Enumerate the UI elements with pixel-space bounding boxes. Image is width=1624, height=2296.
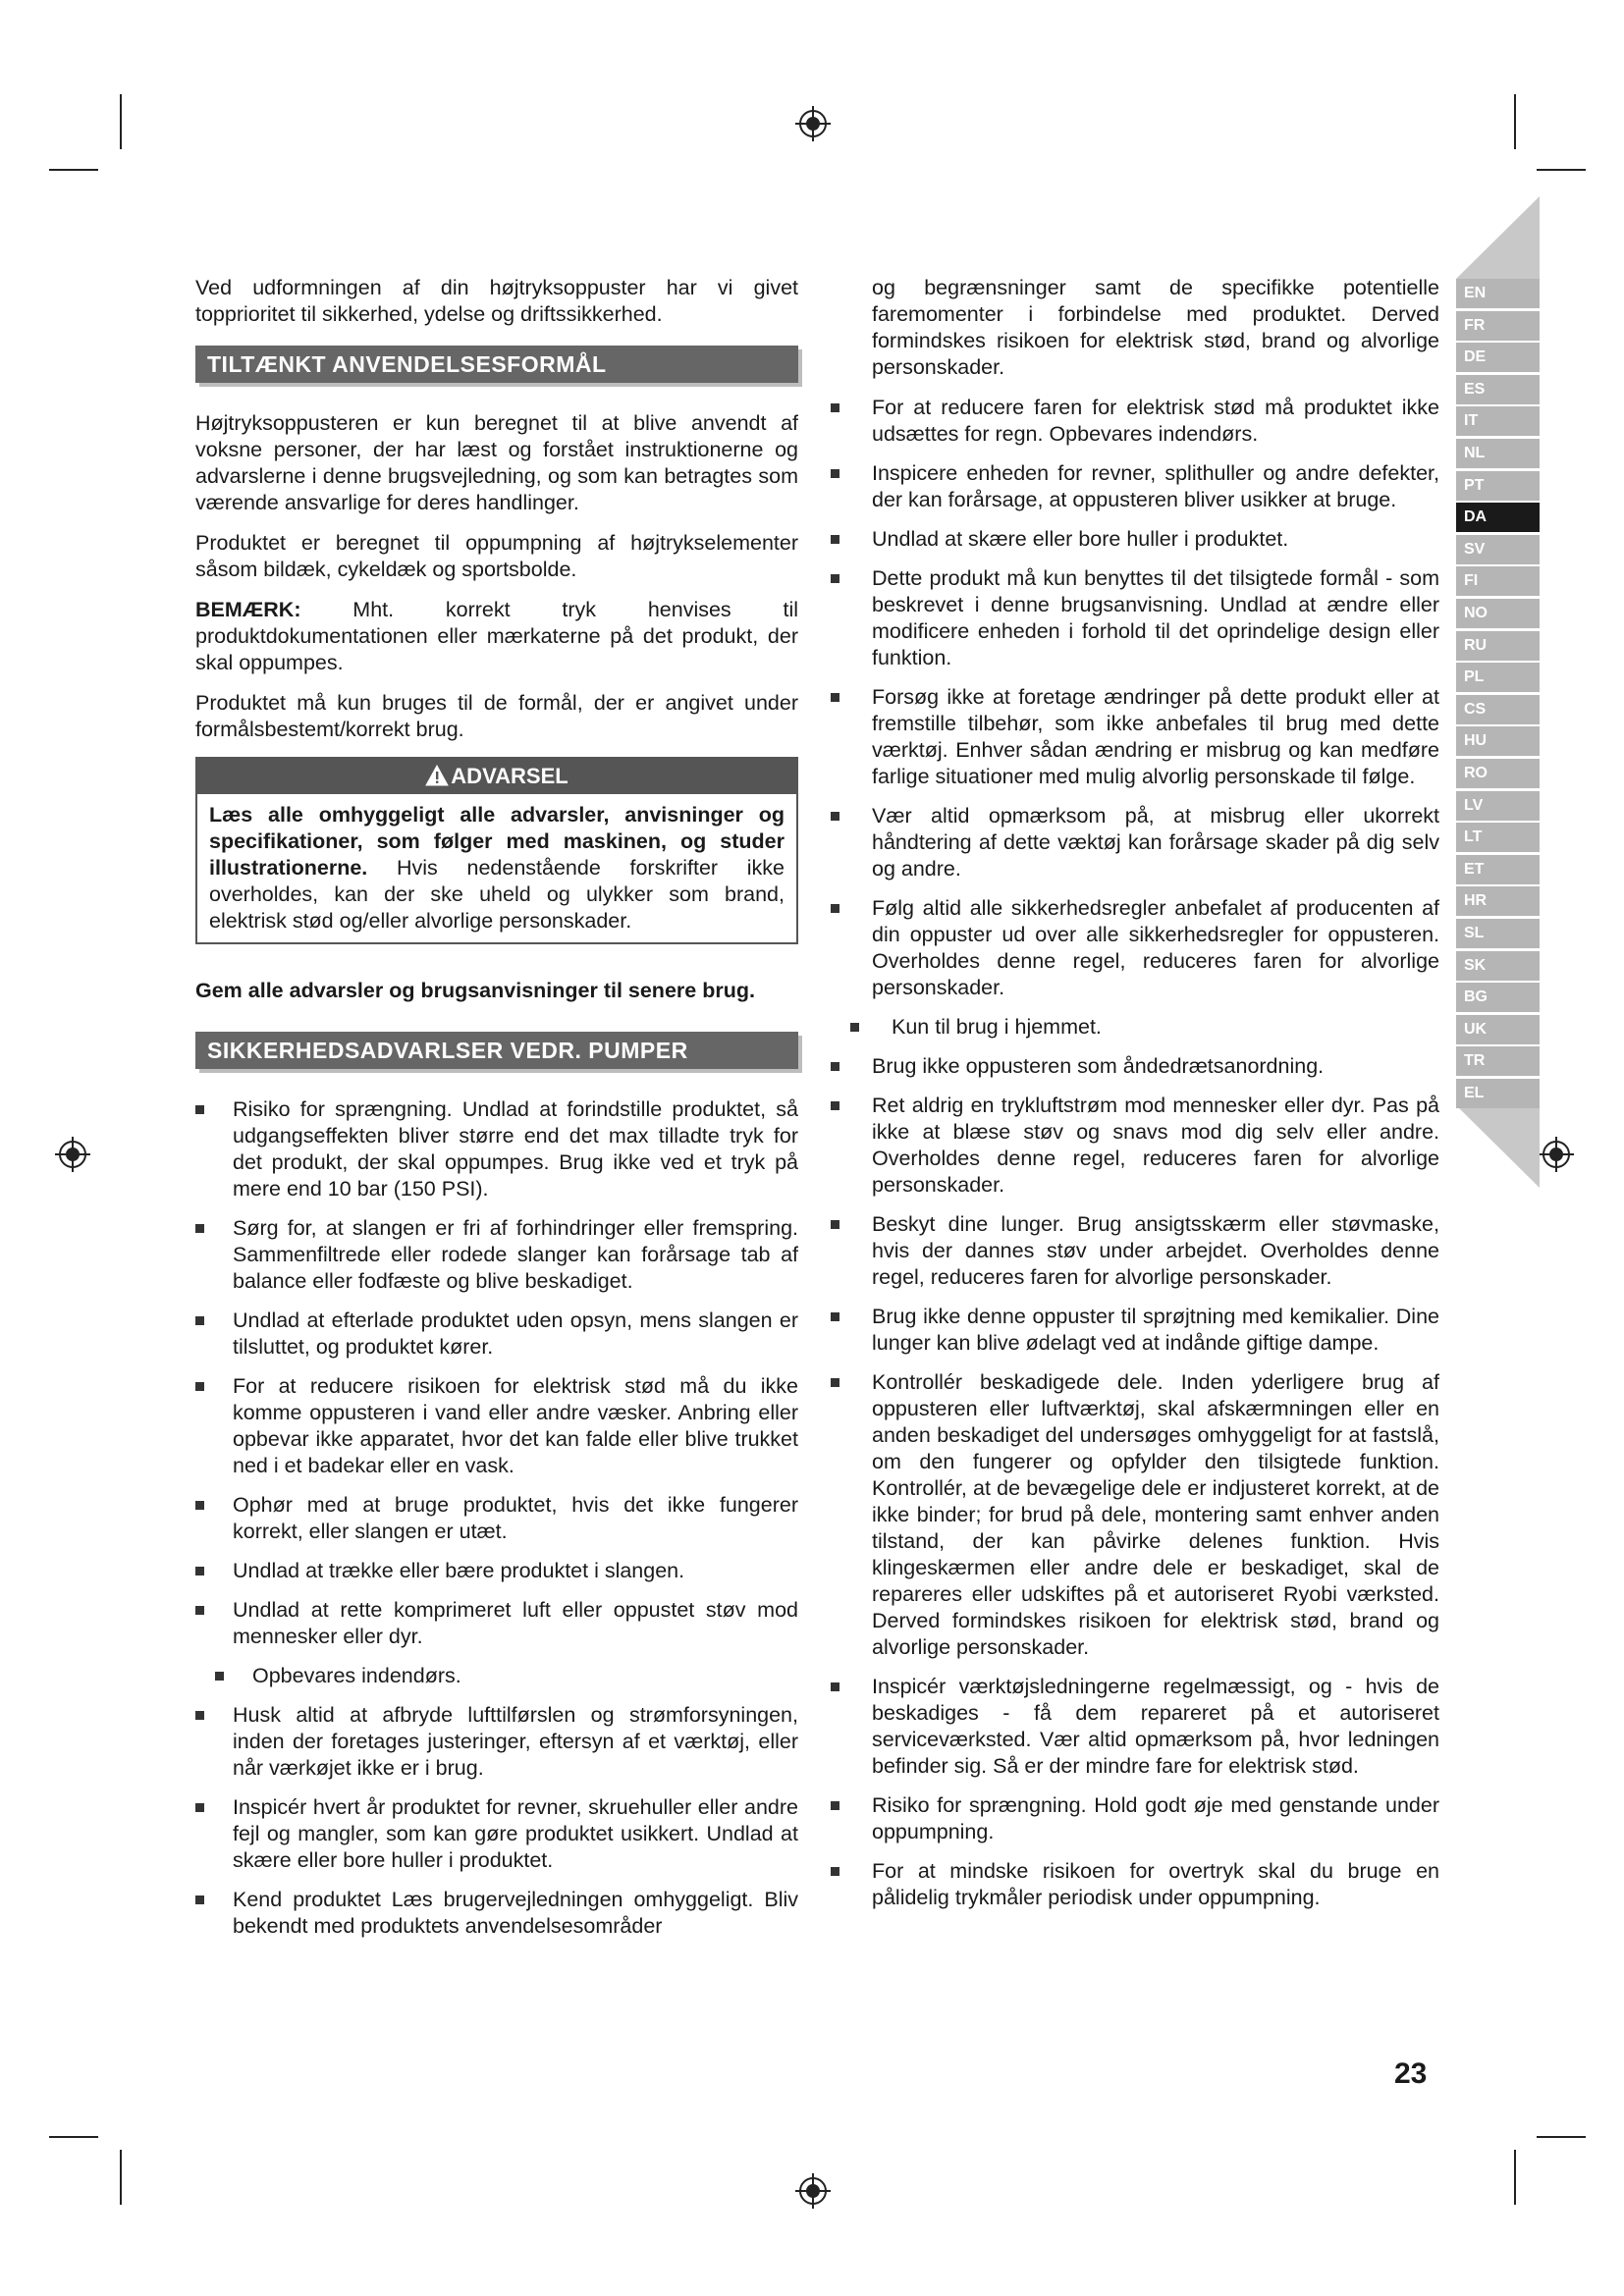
language-tab-da: DA	[1456, 503, 1540, 532]
left-bullet-list	[195, 1096, 798, 1940]
note-text: Mht. korrekt tryk henvises til produktdokumentationen eller mærkaterne på det produkt, der skal oppumpes.	[195, 598, 798, 674]
list-item: For at mindske risikoen for overtryk skal du bruge en pålidelig trykmåler periodisk under oppumpning.	[831, 1858, 1439, 1911]
right-column	[831, 275, 1439, 1924]
list-item: Dette produkt må kun benyttes til det tilsigtede formål - som beskrevet i denne brugsanvisning. Undlad at ændre eller modificere enheden i forhold til det oprindelige design eller funktion.	[831, 565, 1439, 671]
list-item: Husk altid at afbryde lufttilførslen og strømforsyningen, inden der foretages justeringer, eftersyn af et værktøj, eller når værkøjet ikke er i brug.	[195, 1702, 798, 1782]
language-tab-fi: FI	[1456, 566, 1540, 596]
language-tab-hr: HR	[1456, 886, 1540, 916]
crop-mark	[49, 2136, 98, 2138]
warning-bold-text: Læs alle omhyggeligt alle advarsler, anvisninger og specifikationer, som følger med maskinen, og studer illustrationerne.	[209, 803, 785, 880]
language-tab-hu: HU	[1456, 726, 1540, 756]
warning-body	[197, 794, 796, 942]
language-tab-it: IT	[1456, 406, 1540, 436]
note-label: BEMÆRK:	[195, 598, 301, 621]
warning-title	[197, 759, 796, 794]
paragraph: Produktet er beregnet til oppumpning af højtrykselementer såsom bildæk, cykeldæk og sportsbolde.	[195, 531, 798, 581]
list-item: Inspicér hvert år produktet for revner, skruehuller eller andre fejl og mangler, som kan gøre produktet usikkert. Undlad at skære eller bore huller i produktet.	[195, 1794, 798, 1874]
crop-mark	[1514, 94, 1516, 149]
language-tab-en: EN	[1456, 279, 1540, 308]
list-item: Undlad at trække eller bære produktet i slangen.	[195, 1558, 798, 1584]
registration-mark-icon	[1537, 1135, 1576, 1174]
list-item: Undlad at rette komprimeret luft eller oppustet støv mod mennesker eller dyr.	[195, 1597, 798, 1650]
warning-text: Hvis nedenstående forskrifter ikke overholdes, kan der ske uheld og ulykker som brand, elektrisk stød og/eller alvorlige personskader.	[209, 856, 785, 933]
list-item: Risiko for sprængning. Undlad at forindstille produktet, så udgangseffekten bliver større end det max tilladte tryk for det produkt, der skal oppumpes. Brug ikke ved et tryk på mere end 10 bar (150 PSI).	[195, 1096, 798, 1202]
right-bullet-list	[831, 395, 1439, 1911]
list-item: Inspicere enheden for revner, splithuller og andre defekter, der kan forårsage, at oppusteren bliver usikker at bruge.	[831, 460, 1439, 513]
registration-mark-icon	[793, 104, 833, 143]
language-tab-uk: UK	[1456, 1015, 1540, 1044]
section-heading-pump-safety: SIKKERHEDSADVARLSER VEDR. PUMPER	[195, 1032, 798, 1069]
language-tab-no: NO	[1456, 599, 1540, 628]
language-tab-cs: CS	[1456, 695, 1540, 724]
list-item: Brug ikke denne oppuster til sprøjtning med kemikalier. Dine lunger kan blive ødelagt ved at indånde giftige dampe.	[831, 1304, 1439, 1357]
language-tab-pt: PT	[1456, 471, 1540, 501]
language-tab-et: ET	[1456, 855, 1540, 884]
list-item: Inspicér værktøjsledningerne regelmæssigt, og - hvis de beskadiges - få dem repareret på et autoriseret serviceværksted. Vær altid opmærksom på, hvor ledningen befinder sig. Så er der mindre fare for elektrisk stød.	[831, 1674, 1439, 1780]
paragraph: Højtryksoppusteren er kun beregnet til at blive anvendt af voksne personer, der har læst og forstået instruktionerne og advarslerne i denne brugsvejledning, og som kan betragtes som værende ansvarlige for deres handlinger.	[195, 411, 798, 514]
language-tab-ru: RU	[1456, 631, 1540, 661]
list-item: Sørg for, at slangen er fri af forhindringer eller fremspring. Sammenfiltrede eller rodede slanger kan forårsage tab af balance eller fodfæste og blive beskadiget.	[195, 1215, 798, 1295]
crop-mark	[49, 169, 98, 171]
list-item: Vær altid opmærksom på, at misbrug eller ukorrekt håndtering af dette væktøj kan forårsage skader på dig selv og andre.	[831, 803, 1439, 882]
list-item: Undlad at skære eller bore huller i produktet.	[831, 526, 1439, 553]
language-tabs	[1456, 196, 1540, 1188]
language-tab-nl: NL	[1456, 439, 1540, 468]
language-tab-lv: LV	[1456, 791, 1540, 821]
warning-box	[195, 757, 798, 944]
list-item: Følg altid alle sikkerhedsregler anbefalet af producenten af din oppuster ud over alle sikkerhedsregler for oppusteren. Overholdes denne regel, reduceres faren for alvorlige personskader.	[831, 895, 1439, 1001]
section-heading-intended-use: TILTÆNKT ANVENDELSESFORMÅL	[195, 346, 798, 383]
language-tab-lt: LT	[1456, 823, 1540, 852]
language-tab-fr: FR	[1456, 311, 1540, 341]
warning-title-text: ADVARSEL	[451, 764, 568, 788]
crop-mark	[120, 94, 122, 149]
language-tab-tr: TR	[1456, 1046, 1540, 1076]
language-tab-es: ES	[1456, 375, 1540, 404]
language-tab-ro: RO	[1456, 759, 1540, 788]
keep-instructions-note: Gem alle advarsler og brugsanvisninger til senere brug.	[195, 979, 755, 1002]
crop-mark	[1537, 169, 1586, 171]
continuation-paragraph: og begrænsninger samt de specifikke potentielle faremomenter i forbindelse med produktet. Derved formindskes risikoen for elektrisk stød, brand og alvorlige personskader.	[872, 276, 1439, 379]
language-tab-sv: SV	[1456, 535, 1540, 564]
language-tab-sl: SL	[1456, 919, 1540, 948]
list-item: Kend produktet Læs brugervejledningen omhyggeligt. Bliv bekendt med produktets anvendelsesområder	[195, 1887, 798, 1940]
list-item: For at reducere faren for elektrisk stød må produktet ikke udsættes for regn. Opbevares indendørs.	[831, 395, 1439, 448]
list-item: Beskyt dine lunger. Brug ansigtsskærm eller støvmaske, hvis der dannes støv under arbejdet. Overholdes denne regel, reduceres faren for alvorlige personskader.	[831, 1211, 1439, 1291]
language-tab-de: DE	[1456, 343, 1540, 372]
list-item: Ret aldrig en trykluftstrøm mod mennesker eller dyr. Pas på ikke at blæse støv og snavs mod dig selv eller andre. Overholdes denne regel, reduceres faren for alvorlige personskader.	[831, 1093, 1439, 1199]
list-item: Kun til brug i hjemmet.	[831, 1014, 1439, 1041]
language-tab-pl: PL	[1456, 663, 1540, 692]
list-item: Brug ikke oppusteren som åndedrætsanordning.	[831, 1053, 1439, 1080]
crop-mark	[120, 2150, 122, 2205]
note-paragraph	[195, 597, 798, 676]
list-item: Undlad at efterlade produktet uden opsyn, mens slangen er tilsluttet, og produktet kører.	[195, 1308, 798, 1361]
registration-mark-icon	[793, 2171, 833, 2211]
list-item: Ophør med at bruge produktet, hvis det ikke fungerer korrekt, eller slangen er utæt.	[195, 1492, 798, 1545]
paragraph: Produktet må kun bruges til de formål, der er angivet under formålsbestemt/korrekt brug.	[195, 691, 798, 741]
list-item: Kontrollér beskadigede dele. Inden yderligere brug af oppusteren eller luftværktøj, skal afskærmningen eller en anden beskadiget del undersøges omhyggeligt for at fastslå, om den fungerer og opfylder den tilsigtede funktion. Kontrollér, at de bevægelige dele er indjusteret korrekt, at de ikke binder; for brud på dele, montering samt enhver anden tilstand, der kan påvirke delenes funktion. Hvis klingeskærmen eller andre dele er beskadiget, skal de repareres eller udskiftes på et autoriseret Ryobi værksted. Derved formindskes risikoen for elektrisk stød, brand og alvorlige personskader.	[831, 1369, 1439, 1661]
language-tab-bg: BG	[1456, 983, 1540, 1012]
list-item: Risiko for sprængning. Hold godt øje med genstande under oppumpning.	[831, 1792, 1439, 1845]
registration-mark-icon	[53, 1135, 92, 1174]
intro-paragraph: Ved udformningen af din højtryksoppuster har vi givet topprioritet til sikkerhed, ydelse og driftssikkerhed.	[195, 276, 798, 326]
language-tab-sk: SK	[1456, 951, 1540, 981]
list-item: Forsøg ikke at foretage ændringer på dette produkt eller at fremstille tilbehør, som ikke anbefales til brug med dette værktøj. Enhver sådan ændring er misbrug og kan medføre farlige situationer med mulig alvorlig personskade til følge.	[831, 684, 1439, 790]
page-number: 23	[1394, 2057, 1428, 2090]
list-item: For at reducere risikoen for elektrisk stød må du ikke komme oppusteren i vand eller andre væsker. Anbring eller opbevar ikke apparatet, hvor det kan falde eller blive trukket ned i et badekar eller en vask.	[195, 1373, 798, 1479]
warning-triangle-icon	[425, 765, 449, 786]
list-item: Opbevares indendørs.	[195, 1663, 798, 1689]
crop-mark	[1514, 2150, 1516, 2205]
crop-mark	[1537, 2136, 1586, 2138]
language-tab-el: EL	[1456, 1079, 1540, 1108]
left-column	[195, 275, 798, 1952]
